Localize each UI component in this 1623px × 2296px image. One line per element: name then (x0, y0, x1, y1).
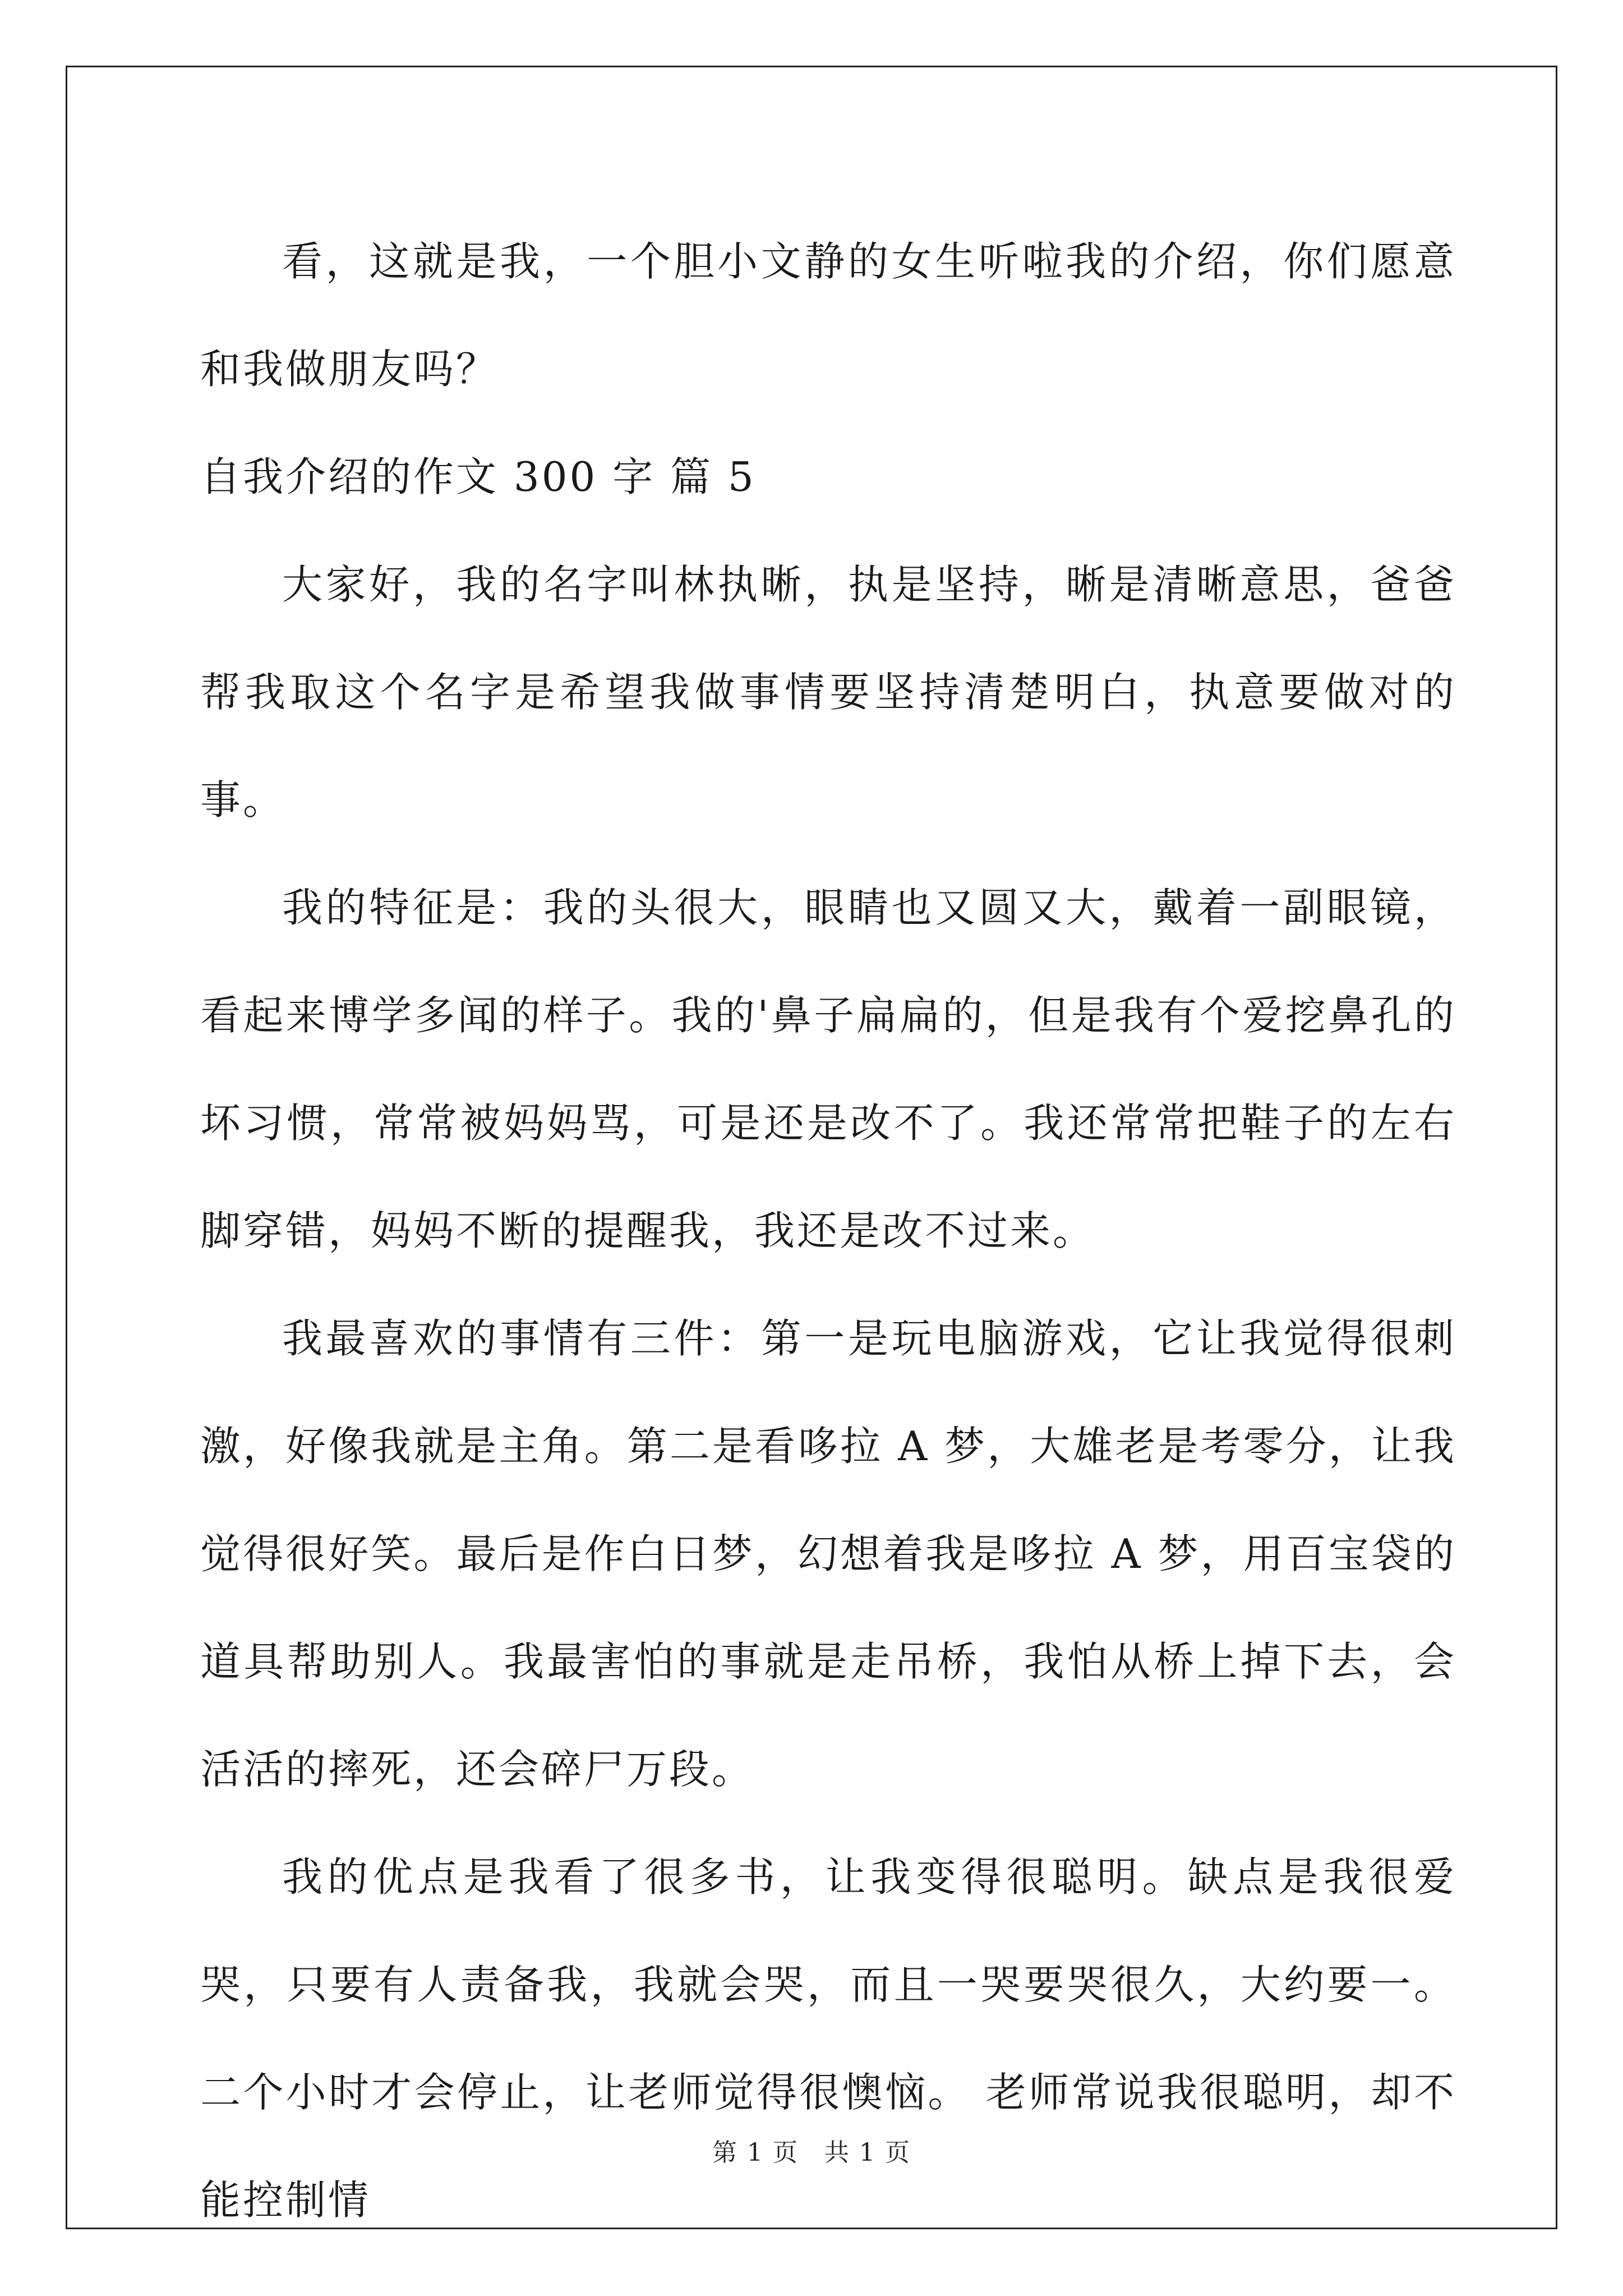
page-footer: 第 1 页 共 1 页 (712, 2138, 911, 2167)
paragraph-closing: 看，这就是我，一个胆小文静的女生听啦我的介绍，你们愿意和我做朋友吗？ (200, 238, 1456, 393)
paragraph-name-intro: 大家好，我的名字叫林执晰，执是坚持，晰是清晰意思，爸爸帮我取这个名字是希望我做事情要坚持清楚明白，执意要做对的事。 (200, 561, 1456, 823)
paragraph-features: 我的特征是：我的头很大，眼睛也又圆又大，戴着一副眼镜，看起来博学多闻的样子。我的'鼻子扁扁的，但是我有个爱挖鼻孔的坏习惯，常常被妈妈骂，可是还是改不了。我还常常把鞋子的左右脚穿错，妈妈不断的提醒我，我还是改不过来。 (200, 884, 1456, 1254)
document-body (200, 208, 1456, 2254)
paragraph-hobbies: 我最喜欢的事情有三件：第一是玩电脑游戏，它让我觉得很刺激，好像我就是主角。第二是看哆拉 A 梦，大雄老是考零分，让我觉得很好笑。最后是作白日梦，幻想着我是哆拉 A 梦，用百宝袋的道具帮助别人。我最害怕的事就是走吊桥，我怕从桥上掉下去，会活活的摔死，还会碎尸万段。 (200, 1315, 1456, 1793)
section-heading: 自我介绍的作文 300 字 篇 5 (200, 453, 756, 500)
paragraph-strengths: 我的优点是我看了很多书，让我变得很聪明。缺点是我很爱哭，只要有人责备我，我就会哭，而且一哭要哭很久，大约要一。二个小时才会停止，让老师觉得很懊恼。 老师常说我很聪明，却不能控制情 (200, 1853, 1456, 2224)
